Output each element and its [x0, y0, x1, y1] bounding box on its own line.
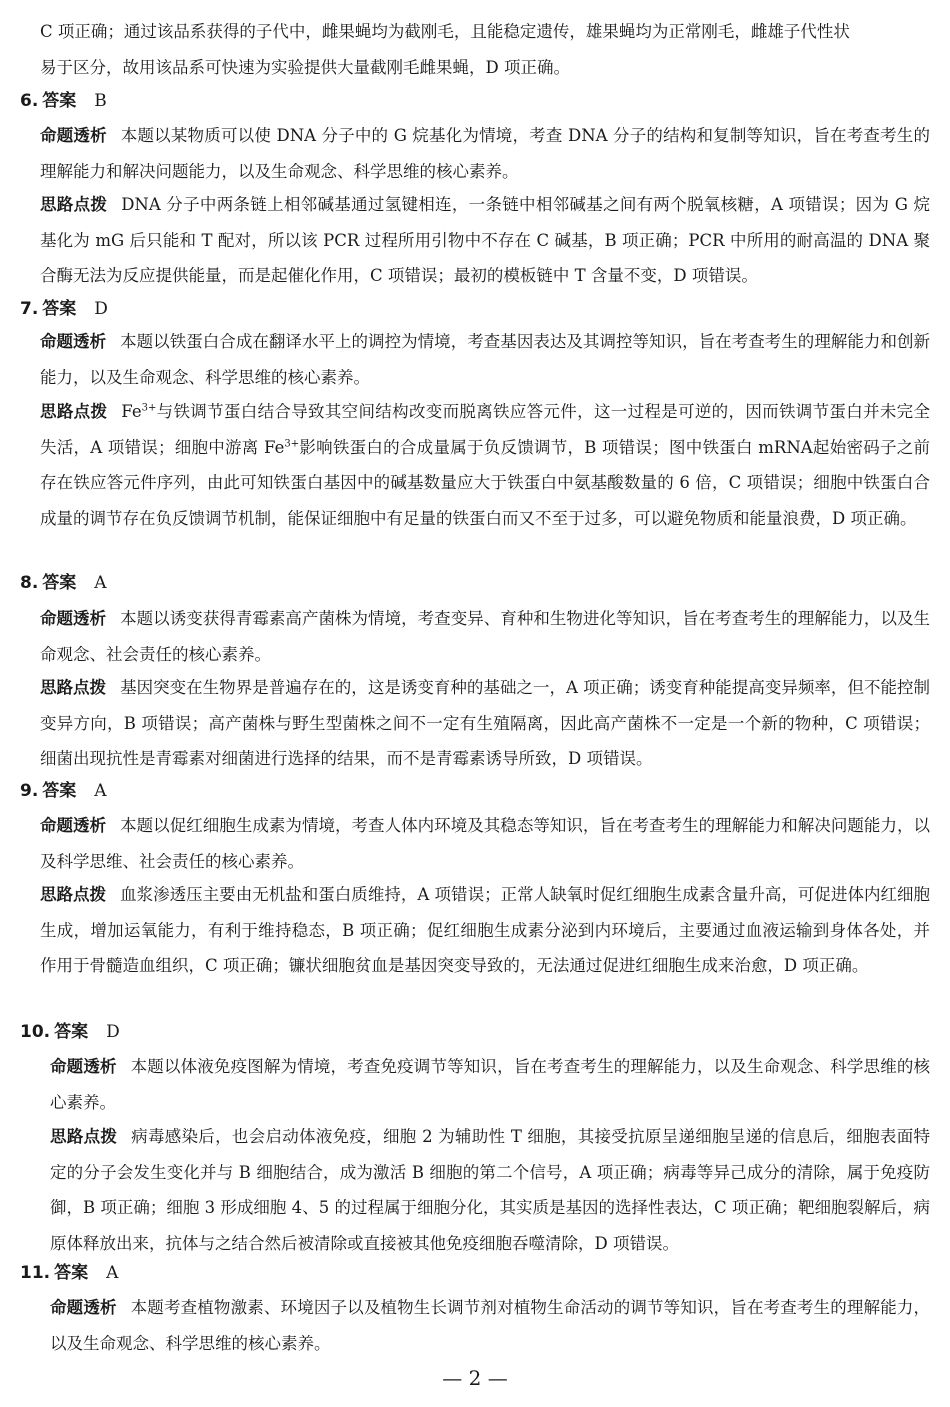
hint-text: 基因突变在生物界是普遍存在的，这是诱变育种的基础之一，A 项正确；诱变育种能提高变异频率，但不能控制变异方向，B 项错误；高产菌株与野生型菌株之间不一定有生殖隔离，因此高产菌株不一定是一个新的物种，C 项错误；细菌出现抗性是青霉素对细菌进行选择的结果，而不是青霉素诱导所致，D 项错误。 — [40, 678, 931, 769]
answer-line-11 — [20, 1258, 118, 1288]
answer-line-7 — [20, 294, 108, 324]
purpose-paragraph-7 — [40, 324, 930, 395]
answer-value: A — [106, 1263, 119, 1283]
page-number: — 2 — — [442, 1366, 508, 1390]
purpose-text: 本题考查植物激素、环境因子以及植物生长调节剂对植物生命活动的调节等知识，旨在考查考生的理解能力，以及生命观念、科学思维的核心素养。 — [50, 1298, 931, 1353]
answer-line-10 — [20, 1017, 120, 1047]
hint-paragraph-8 — [40, 670, 930, 777]
purpose-label: 命题透析 — [40, 609, 107, 628]
purpose-label: 命题透析 — [40, 332, 107, 351]
purpose-text: 本题以诱变获得青霉素高产菌株为情境，考查变异、育种和生物进化等知识，旨在考查考生的理解能力，以及生命观念、社会责任的核心素养。 — [40, 609, 931, 664]
answer-label: 答案 — [54, 1263, 89, 1283]
hint-paragraph-7: 思路点拨 $Fe^{3+}$与铁调节蛋白结合导致其空间结构改变而脱离铁应答元件，这一过程是可逆的，因而铁调节蛋白并未完全失活，A 项错误；细胞中游离 $Fe^{3+}$影响铁蛋白的合成量属于负反馈调节，B 项错误；图中铁蛋白 mRNA起始密码子之前存在铁应答元件序列，由此可知铁蛋白基因中的碱基数量应大于铁蛋白中氨基酸数量的 6 倍，C 项错误；细胞中铁蛋白合成量的调节存在负反馈调节机制，能保证细胞中有足量的铁蛋白而又不至于过多，可以避免物质和能量浪费，D 项正确。 — [40, 402, 931, 528]
hint-paragraph-9 — [40, 877, 930, 984]
hint-text: 血浆渗透压主要由无机盐和蛋白质维持，A 项错误；正常人缺氧时促红细胞生成素含量升高，可促进体内红细胞生成，增加运氧能力，有利于维持稳态，B 项正确；促红细胞生成素分泌到内环境后，主要通过血液运输到身体各处，并作用于骨髓造血组织，C 项正确；镰状细胞贫血是基因突变导致的，无法通过促进红细胞生成来治愈，D 项正确。 — [40, 885, 931, 976]
purpose-text: 本题以促红细胞生成素为情境，考查人体内环境及其稳态等知识，旨在考查考生的理解能力和解决问题能力，以及科学思维、社会责任的核心素养。 — [40, 816, 931, 871]
question-number: 10. — [20, 1022, 51, 1042]
purpose-paragraph-11 — [50, 1290, 930, 1361]
question-number: 6. — [20, 91, 39, 111]
question-number: 8. — [20, 573, 39, 593]
hint-label: 思路点拨 — [40, 195, 108, 214]
hint-label: 思路点拨 — [50, 1127, 118, 1146]
purpose-label: 命题透析 — [40, 126, 107, 145]
answer-label: 答案 — [42, 299, 77, 319]
purpose-text: 本题以某物质可以使 DNA 分子中的 G 烷基化为情境，考查 DNA 分子的结构和复制等知识，旨在考查考生的理解能力和解决问题能力，以及生命观念、科学思维的核心素养。 — [40, 126, 930, 181]
hint-label: 思路点拨 — [40, 402, 108, 421]
answer-label: 答案 — [54, 1022, 89, 1042]
purpose-label: 命题透析 — [40, 816, 107, 835]
purpose-label: 命题透析 — [50, 1057, 117, 1076]
purpose-paragraph-10 — [50, 1049, 930, 1120]
answer-value: D — [94, 299, 108, 319]
hint-paragraph-10 — [50, 1119, 930, 1261]
question-number: 9. — [20, 781, 39, 801]
answer-value: A — [94, 781, 107, 801]
purpose-paragraph-6 — [40, 118, 930, 189]
purpose-text: 本题以铁蛋白合成在翻译水平上的调控为情境，考查基因表达及其调控等知识，旨在考查考生的理解能力和创新能力，以及生命观念、科学思维的核心素养。 — [40, 332, 931, 387]
hint-paragraph-6 — [40, 187, 930, 294]
continued-paragraph: C 项正确；通过该品系获得的子代中，雌果蝇均为截刚毛，且能稳定遗传，雄果蝇均为正常刚毛，雌雄子代性状 易于区分，故用该品系可快速为实验提供大量截刚毛雌果蝇，D 项正确。 — [40, 22, 850, 77]
hint-text: 病毒感染后，也会启动体液免疫，细胞 2 为辅助性 T 细胞，其接受抗原呈递细胞呈递的信息后，细胞表面特定的分子会发生变化并与 B 细胞结合，成为激活 B 细胞的第二个信号，A 项正确；病毒等异己成分的清除，属于免疫防御，B 项正确；细胞 3 形成细胞 4、5 的过程属于细胞分化，其实质是基因的选择性表达，C 项正确；靶细胞裂解后，病原体释放出来，抗体与之结合然后被清除或直接被其他免疫细胞吞噬清除，D 项错误。 — [50, 1127, 930, 1253]
answer-value: A — [94, 573, 107, 593]
hint-label: 思路点拨 — [40, 885, 107, 904]
purpose-paragraph-9 — [40, 808, 930, 879]
purpose-paragraph-8 — [40, 601, 930, 672]
answer-value: B — [94, 91, 107, 111]
purpose-text: 本题以体液免疫图解为情境，考查免疫调节等知识，旨在考查考生的理解能力，以及生命观念、科学思维的核心素养。 — [50, 1057, 931, 1112]
answer-label: 答案 — [42, 91, 77, 111]
question-number: 11. — [20, 1263, 51, 1283]
answer-label: 答案 — [42, 573, 77, 593]
hint-text: DNA 分子中两条链上相邻碱基通过氢键相连，一条链中相邻碱基之间有两个脱氧核糖，A 项错误；因为 G 烷基化为 mG 后只能和 T 配对，所以该 PCR 过程所用引物中不存在 C 碱基，B 项正确；PCR 中所用的耐高温的 DNA 聚合酶无法为反应提供能量，而是起催化作用，C 项错误；最初的模板链中 T 含量不变，D 项错误。 — [40, 195, 930, 286]
question-number: 7. — [20, 299, 39, 319]
answer-line-8 — [20, 568, 107, 598]
answer-value: D — [106, 1022, 120, 1042]
answer-line-9 — [20, 776, 107, 806]
hint-label: 思路点拨 — [40, 678, 107, 697]
answer-label: 答案 — [42, 781, 77, 801]
purpose-label: 命题透析 — [50, 1298, 117, 1317]
answer-line-6 — [20, 86, 107, 116]
